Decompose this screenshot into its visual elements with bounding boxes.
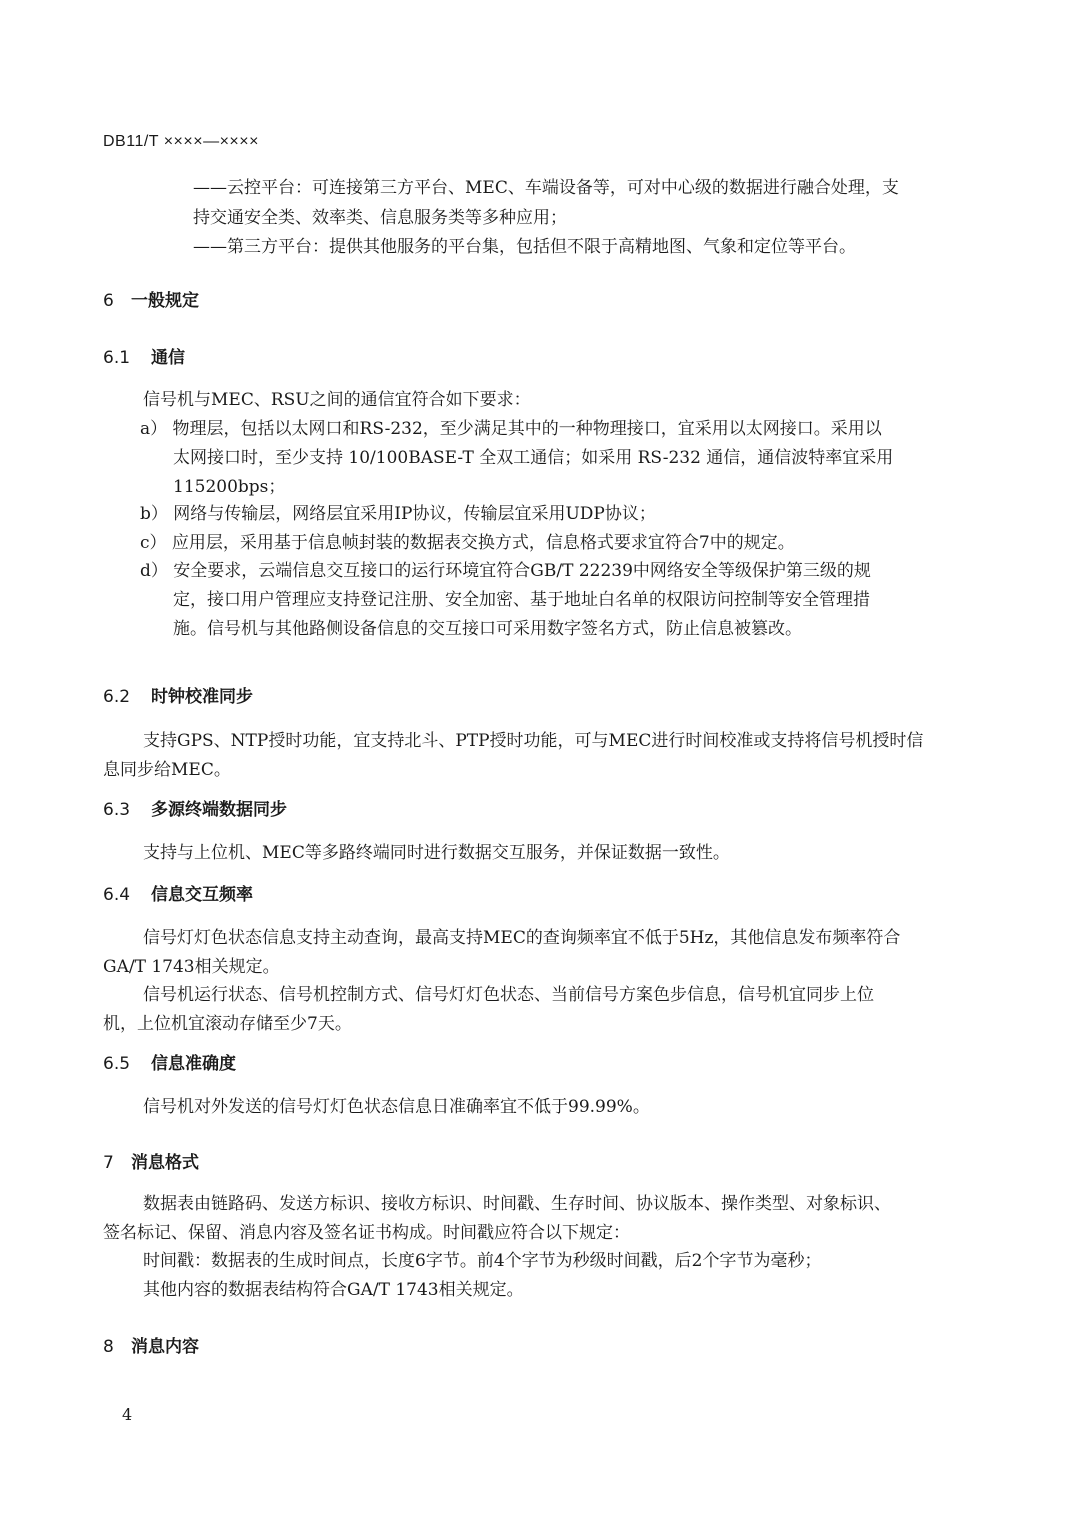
section-heading (103, 290, 199, 312)
section-number: 6.3 (103, 800, 131, 820)
document-code: DB11/T ××××—×××× (103, 133, 259, 150)
body-text-line: ——第三方平台：提供其他服务的平台集，包括但不限于高精地图、气象和定位等平台。 (193, 237, 856, 257)
body-text-line: ——云控平台：可连接第三方平台、MEC、车端设备等，可对中心级的数据进行融合处理，支 (193, 178, 899, 198)
body-text-line: 信号机与MEC、RSU之间的通信宜符合如下要求： (143, 390, 531, 410)
body-text-line: GA/T 1743相关规定。 (103, 957, 280, 977)
body-text-line: 定，接口用户管理应支持登记注册、安全加密、基于地址白名单的权限访问控制等安全管理措 (173, 590, 870, 610)
section-number: 7 (103, 1153, 114, 1173)
body-text-line: 信号灯灯色状态信息支持主动查询，最高支持MEC的查询频率宜不低于5Hz，其他信息发布频率符合 (143, 928, 901, 948)
section-heading (103, 686, 253, 708)
body-text-line: b） 网络与传输层，网络层宜采用IP协议，传输层宜采用UDP协议； (140, 504, 656, 524)
body-text-line: 签名标记、保留、消息内容及签名证书构成。时间戳应符合以下规定： (103, 1223, 630, 1243)
section-number: 6 (103, 291, 114, 311)
body-text-line: 支持GPS、NTP授时功能，宜支持北斗、PTP授时功能，可与MEC进行时间校准或支持将信号机授时信 (143, 731, 924, 751)
section-heading (103, 1053, 236, 1075)
section-title: 信息交互频率 (151, 885, 253, 905)
section-title: 通信 (151, 348, 185, 368)
body-text-line: 支持与上位机、MEC等多路终端同时进行数据交互服务，并保证数据一致性。 (143, 843, 730, 863)
body-text-line: 数据表由链路码、发送方标识、接收方标识、时间戳、生存时间、协议版本、操作类型、对象标识、 (143, 1194, 891, 1214)
section-title: 信息准确度 (151, 1054, 236, 1074)
section-title: 消息内容 (131, 1337, 199, 1357)
section-number: 6.2 (103, 687, 131, 707)
section-title: 时钟校准同步 (151, 687, 253, 707)
section-heading (103, 799, 287, 821)
body-text-line: 施。信号机与其他路侧设备信息的交互接口可采用数字签名方式，防止信息被篡改。 (173, 619, 802, 639)
section-heading (103, 884, 253, 906)
body-text-line: 时间戳：数据表的生成时间点，长度6字节。前4个字节为秒级时间戳，后2个字节为毫秒； (143, 1251, 822, 1271)
body-text-line: 太网接口时，至少支持 10/100BASE-T 全双工通信；如采用 RS-232 通信，通信波特率宜采用 (173, 448, 894, 468)
body-text-line: 持交通安全类、效率类、信息服务类等多种应用； (193, 208, 567, 228)
section-title: 消息格式 (131, 1153, 199, 1173)
body-text-line: 息同步给MEC。 (103, 760, 231, 780)
section-number: 8 (103, 1337, 114, 1357)
body-text-line: d） 安全要求，云端信息交互接口的运行环境宜符合GB/T 22239中网络安全等级保护第三级的规 (140, 561, 871, 581)
body-text-line: 信号机运行状态、信号机控制方式、信号灯灯色状态、当前信号方案色步信息，信号机宜同步上位 (143, 985, 874, 1005)
section-heading (103, 347, 185, 369)
section-heading (103, 1336, 199, 1358)
section-number: 6.5 (103, 1054, 131, 1074)
section-heading (103, 1152, 199, 1174)
section-number: 6.4 (103, 885, 131, 905)
section-title: 一般规定 (131, 291, 199, 311)
body-text-line: 机，上位机宜滚动存储至少7天。 (103, 1014, 352, 1034)
page-number: 4 (122, 1405, 133, 1424)
body-text-line: 115200bps； (173, 477, 286, 497)
body-text-line: 信号机对外发送的信号灯灯色状态信息日准确率宜不低于99.99%。 (143, 1097, 650, 1117)
section-title: 多源终端数据同步 (151, 800, 287, 820)
body-text-line: c） 应用层，采用基于信息帧封装的数据表交换方式，信息格式要求宜符合7中的规定。 (140, 533, 795, 553)
section-number: 6.1 (103, 348, 131, 368)
body-text-line: a） 物理层，包括以太网口和RS-232，至少满足其中的一种物理接口，宜采用以太网接口。采用以 (140, 419, 882, 439)
body-text-line: 其他内容的数据表结构符合GA/T 1743相关规定。 (143, 1280, 524, 1300)
